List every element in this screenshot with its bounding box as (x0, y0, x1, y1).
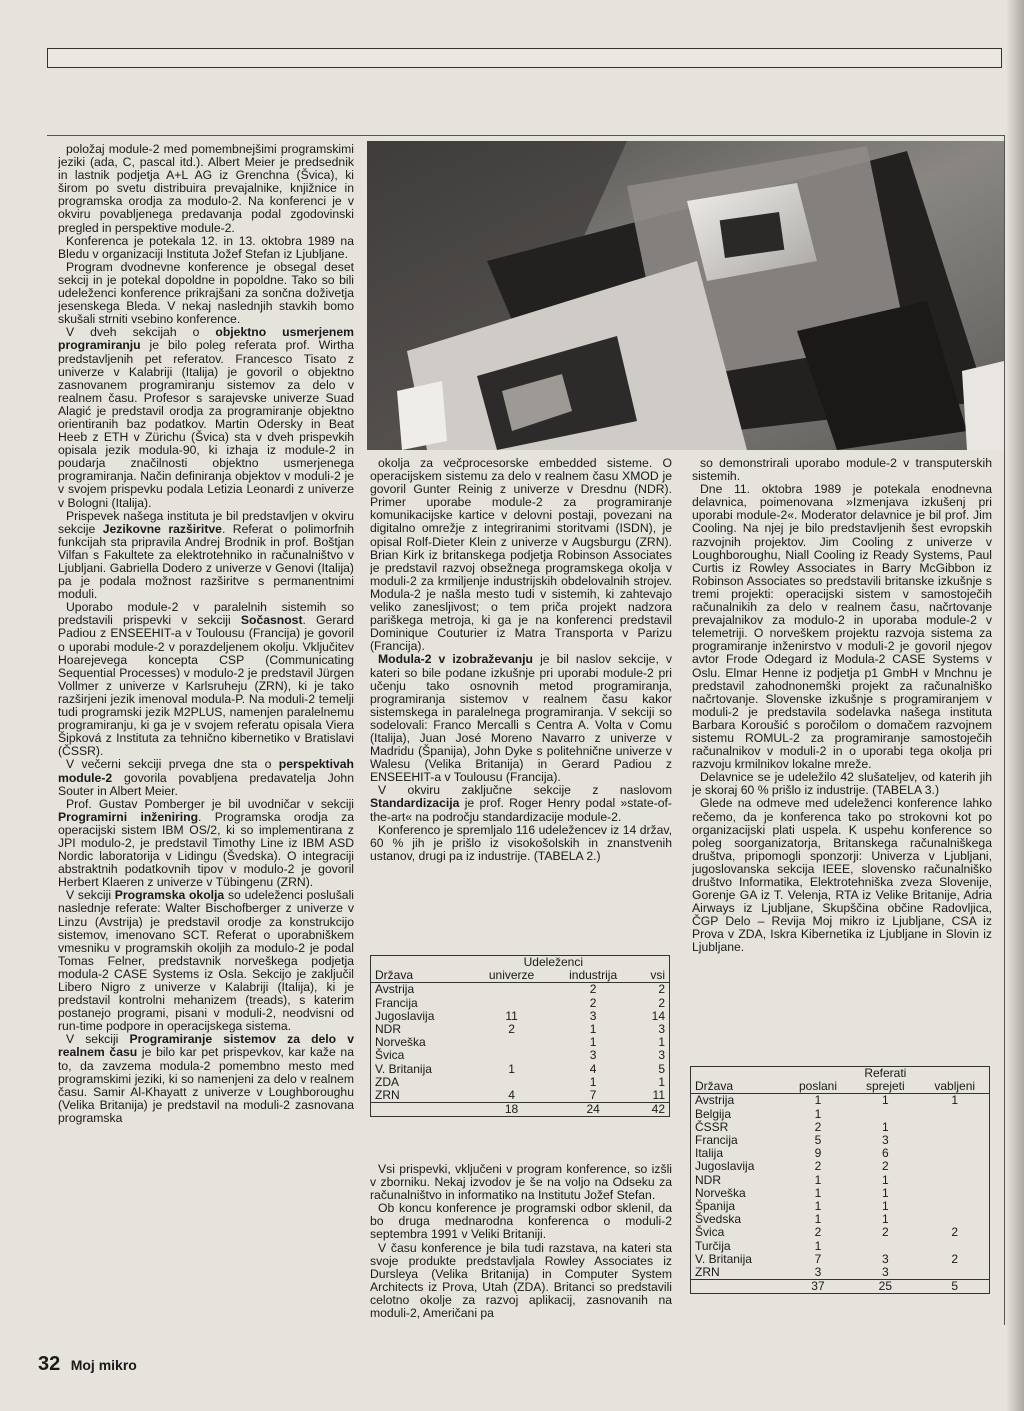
table2-total-industrija: 24 (551, 1103, 635, 1117)
table-cell-value (472, 997, 552, 1010)
paragraph: so demonstrirali uporabo module-2 v transputerskih sistemih. (692, 457, 992, 484)
table-cell-value: 1 (882, 1199, 889, 1214)
table-cell-country: Avstrija (695, 1093, 735, 1108)
table-2-participants (370, 955, 670, 1117)
table-row (691, 1240, 990, 1253)
table-cell-value (920, 1266, 989, 1280)
table-cell-value: 3 (882, 1133, 889, 1148)
table-row (371, 997, 670, 1010)
table-3-papers (690, 1066, 990, 1294)
table-cell-value (920, 1187, 989, 1200)
paragraph: položaj module-2 med pomembnejšimi programskimi jeziki (ada, C, pascal itd.). Albert Meier je predsednik in lastnik podjetja A+L AG iz Grenchna (Švica), ki širom po svetu distribuira prevajalnike, knjižnice in programska orodja za modulo-2. Na konferenci je v okviru povabljenega predavanja podal zgodovinski pregled in perspektive module-2. (58, 143, 354, 235)
paragraph-text: Uporabo module-2 v paralelnih sistemih so predstavili prispevki v sekciji (58, 600, 354, 628)
paragraph (58, 1033, 354, 1125)
paragraph: Konferenca je potekala 12. in 13. oktobra 1989 na Bledu v organizaciji Instituta Jožef Stefan iz Ljubljane. (58, 233, 354, 261)
table-row (691, 1213, 990, 1226)
table2-total-univerze: 18 (472, 1103, 552, 1117)
paragraph-text: je bilo poleg referata prof. Wirtha predstavljenih pet referatov. Francesco Tisato z univerze v Kalabriji (Italija) je govoril o objektno zasnovanem programiranju sistemov za delo v realnem času. Profesor s sarajevske univerze Suad Alagić je predstavil orodja za programiranje objektno orientiranih baz podatkov. Martin Odersky in Beat Heeb z ETH v Zürichu (Švica) sta v dveh prispevkih opisala jezik modula-90, ki izhaja iz module-2 in poudarja značilnosti objektno usmerjenega programiranja. Način definiranja objektov v moduli-2 je v svojem prispevku podala Letizia Leonardi z univerze v Bologni (Italija). (58, 338, 354, 510)
column-2-top (370, 457, 672, 863)
table-cell-value: 4 (508, 1088, 515, 1103)
paragraph-text: . Gerard Padiou z ENSEEHIT-a v Toulousu (Francija) je govoril o uporabi module-2 v porazdeljenem okolju. Vključitev Hoarejevega koncepta CSP (Communicating Sequential Processes) v modulo-2 je predstavil Jürgen Vollmer z univerze v Karlsruheju (ZRN), ki je tako razširjeni jezik imenoval modula-P. Na moduli-2 temelji tudi programski jezik M2PLUS, namenjen paralelnemu programiranju, ki ga je v svojem referatu opisala Viera Šipková z Instituta za tehnično kibernetiko v Bratislavi (ČSSR). (58, 613, 354, 759)
table-cell-value (920, 1121, 989, 1134)
table-cell-value: 2 (658, 995, 665, 1010)
table-row (371, 1076, 670, 1089)
table-row (371, 1063, 670, 1076)
table-cell-value (472, 983, 552, 997)
table-cell-country: Jugoslavija (375, 1008, 435, 1023)
table-cell-country: V. Britanija (375, 1061, 432, 1076)
paragraph: Glede na odmeve med udeleženci konference lahko rečemo, da je konferenca tako po strokovni kot po organizacijski plati uspela. K uspehu konference so poleg soorganizatorja, Britanskega računalniškega društva, pripomogli sponzorji: Univerza v Ljubljani, jugoslovanska sekcija IEEE, slovensko računalniško društvo Informatika, Elektrotehniška zveza Slovenije, Gorenje GA iz T. Velenja, RTA iz Velike Britanije, Adria Airways iz Ljubljane, Skupščina občine Radovljica, ČGP Delo – Revija Moj mikro iz Ljubljane, CSA iz Prova v ZDA, Iskra Kibernetika iz Ljubljane in Slovin iz Ljubljane. (692, 796, 992, 955)
table-cell-value: 2 (882, 1225, 889, 1240)
paragraph (370, 653, 672, 784)
table-cell-value: 1 (814, 1172, 822, 1187)
table2-totals-row (371, 1103, 670, 1117)
header-frame (47, 48, 1002, 68)
table-cell-value: 5 (814, 1133, 822, 1148)
paragraph (58, 326, 354, 509)
table-row (691, 1226, 990, 1239)
table-cell-value (920, 1200, 989, 1213)
table-cell-value: 2 (951, 1251, 959, 1266)
table-cell-value: 1 (814, 1185, 822, 1200)
table-cell-value: 1 (882, 1172, 889, 1187)
table-cell-value (850, 1240, 920, 1253)
table-cell-value (920, 1174, 989, 1187)
table-cell-value: 1 (814, 1238, 822, 1253)
column-2-bottom (370, 1163, 672, 1320)
table-cell-country: ZRN (695, 1265, 720, 1280)
paragraph-text: . Programska orodja za operacijski sistem IBM OS/2, ki so implementirana z JPI modulo-2, je predstavil Timothy Line iz IBM ASD Nordic laboratorija v Lidingu (Švedska). O integraciji abstraktnih podatkovnih tipov v modulo-2 je govoril Herbert Klaeren z univerze v Tübingenu (ZRN). (58, 809, 354, 890)
table-cell-value (472, 1049, 552, 1062)
table-cell-country: Avstrija (375, 982, 415, 997)
table-cell-country: ZDA (375, 1074, 399, 1089)
table-cell-value: 1 (658, 1035, 665, 1050)
table-cell-value: 3 (589, 1048, 597, 1063)
page-edge-shadow (1006, 0, 1024, 1411)
table-cell-country: Švica (695, 1225, 725, 1240)
table-cell-value: 3 (658, 1048, 665, 1063)
paragraph-text: Prof. Gustav Pomberger je bil uvodničar v sekciji (66, 796, 354, 811)
table3-header-poslani: poslani (786, 1080, 851, 1094)
article-column-1 (58, 143, 354, 1325)
table-cell-value: 6 (882, 1146, 889, 1161)
paragraph: Vsi prispevki, vključeni v program konference, so izšli v zborniku. Nekaj izvodov je še na voljo na Odseku za računalništvo in informatiko na Institutu Jožef Stefan. (370, 1162, 672, 1203)
table-row (371, 983, 670, 997)
table-cell-country: ZRN (375, 1088, 400, 1103)
table-cell-value: 7 (814, 1251, 822, 1266)
paragraph-text: V sekciji (66, 1032, 130, 1047)
section-title: Standardizacija (370, 796, 460, 811)
paragraph: Program dvodnevne konference je obsegal deset sekcij in je potekal dopoldne in popoldne. Tako so bili udeleženci konference prikrajšani za sončna doživetja jesenskega Bleda. V nekaj naslednjih stavkih bomo skušali strniti vsebino konference. (58, 259, 354, 327)
table3-header-sprejeti: sprejeti (850, 1080, 920, 1094)
table3-header-vabljeni: vabljeni (920, 1080, 989, 1094)
table-cell-value: 2 (882, 1159, 889, 1174)
section-title: Programiranje sistemov za delo v realnem času (58, 1032, 354, 1060)
table-cell-country: Jugoslavija (695, 1159, 755, 1174)
paragraph-text: govorila povabljena predavatelja John Souter in Albert Meier. (58, 770, 354, 798)
table2-header-univerze: univerze (472, 969, 552, 983)
paragraph-text: je prof. Roger Henry podal »state-of-the-art« na področju standardizacije module-2. (370, 796, 672, 824)
paragraph: Ob koncu konference je programski odbor sklenil, da bo druga mednarodna konferenca o moduli-2 septembra 1991 v Veliki Britaniji. (370, 1201, 672, 1242)
table-cell-value: 2 (589, 995, 597, 1010)
table-row (691, 1160, 990, 1173)
table-cell-value: 2 (814, 1119, 822, 1134)
table-cell-country: Belgija (695, 1106, 732, 1121)
section-title: objektno usmerjenem programiranju (58, 325, 354, 353)
table-cell-value (472, 1036, 552, 1049)
table-cell-country: Španija (695, 1199, 736, 1214)
table-cell-value: 14 (651, 1008, 665, 1023)
table-cell-value: 5 (658, 1061, 665, 1076)
paragraph: okolja za večprocesorske embedded sisteme. O operacijskem sistemu za delo v realnem času XMOD je govoril Gunter Reinig z univerze v Dresdnu (NDR). Primer uporabe module-2 za programiranje komunikacijske kartice v delovni postaji, povezani na digitalno omrežje z integriranimi storitvami (ISDN), je opisal Rolf-Dieter Klein z univerze v Augsburgu (ZRN). Brian Kirk iz britanskega podjetja Robinson Associates je predstavil razvoj obsežnega programskega okolja v moduli-2 za krmiljenje industrijskih obdelovalnih strojev. Modula-2 je našla mesto tudi v sistemih, ki zahtevajo veliko zanesljivost; o tem priča projekt nadzora pariškega metroja, ki ga je na konferenci predstavil Dominique Couturier iz Matra Transporta v Parizu (Francija). (370, 457, 672, 654)
table-cell-country: V. Britanija (695, 1251, 752, 1266)
paragraph: Dne 11. oktobra 1989 je potekala enodnevna delavnica, poimenovana »Izmenjava izkušenj pri uporabi module-2«. Moderator delavnice je bil prof. Jim Cooling. Na njej je bilo predstavljenih šest evropskih razvojnih projektov. Jim Cooling z univerze v Loughboroughu, Niall Cooling iz Ready Systems, Paul Curtis iz Rowley Associates in Barry McGibbon iz Robinson Associates so predstavili britanske izkušnje s tremi projekti: operacijski sistem v samostoječih računalnikih za delo v realnem času, načrtovanje prevajalnikov za modulo-2 in uporaba module-2 v telemetriji. O norveškem projektu razvoja sistema za programiranje inženirstvo v moduli-2 je govoril njegov avtor Frode Odegard iz Modula-2 CASE Systems v Oslu. Elmar Henne iz podjetja p1 GmbH v Mnchnu je predstavil zahodnonemški projekt za računalniško načrtovanje. Slovenske izkušnje s programiranjem v moduli-2 je predstavila sodelavka našega instituta Barbara Koroušić s poročilom o domačem razvojnem sistemu ROMUL-2 za programiranje samostoječih računalnikov v moduli-2 in o uporabi tega okolja pri razvoju krmilnikov lokalne mreže. (692, 482, 992, 772)
table2-header-industrija: industrija (551, 969, 635, 983)
paragraph: Konferenco je spremljalo 116 udeležencev iz 14 držav, 60 % jih je prišlo iz visokošolskih in znanstvenih ustanov, drugi pa iz industrije. (TABELA 2.) (370, 822, 672, 863)
floppy-disks-image (367, 141, 1004, 450)
table-cell-value: 1 (814, 1093, 822, 1108)
table-row (371, 1089, 670, 1103)
table-cell-value: 1 (589, 1074, 597, 1089)
table-cell-value: 4 (589, 1061, 597, 1076)
paragraph (58, 601, 354, 758)
table-row (691, 1266, 990, 1280)
table-cell-country: Norveška (695, 1185, 746, 1200)
table2-header-vsi: vsi (635, 969, 670, 983)
table3-header-country: Država (691, 1067, 786, 1094)
paragraph-text: je bilo kar pet prispevkov, kar kaže na to, da zavzema modula-2 pomembno mesto med programskimi jeziki, ki so namenjeni za delo v realnem času. Samir Al-Khayatt z univerze v Loughboroughu (Velika Britanija) je predstavil na moduli-2 zasnovana programska (58, 1045, 354, 1125)
table-cell-value (920, 1240, 989, 1253)
page-footer (38, 1353, 137, 1376)
table-row (691, 1134, 990, 1147)
paragraph (58, 798, 354, 890)
table3-total-sprejeti: 25 (850, 1280, 920, 1294)
section-title: Programska okolja (114, 888, 225, 903)
table3-totals-row (691, 1280, 990, 1294)
table-cell-value: 3 (814, 1265, 822, 1280)
table-cell-country: Švica (375, 1048, 405, 1063)
table-cell-country: Francija (695, 1133, 738, 1148)
paragraph (58, 889, 354, 1033)
paragraph-text: V dveh sekcijah o (66, 325, 216, 340)
table-cell-country: Italija (695, 1146, 724, 1161)
table-cell-value: 1 (814, 1106, 822, 1121)
table-cell-value: 1 (882, 1185, 889, 1200)
table-cell-value: 3 (882, 1251, 889, 1266)
table-cell-value: 1 (882, 1119, 889, 1134)
table-cell-value: 9 (814, 1146, 822, 1161)
table-cell-value: 1 (882, 1093, 889, 1108)
table-cell-value (920, 1160, 989, 1173)
table-cell-value: 2 (589, 982, 597, 997)
table-cell-value (850, 1108, 920, 1121)
table-cell-value: 7 (589, 1088, 597, 1103)
table-cell-value: 1 (508, 1061, 515, 1076)
section-title: Sočasnost (240, 613, 303, 628)
section-title: Jezikovne razširitve (102, 521, 222, 536)
table-cell-country: Švedska (695, 1212, 742, 1227)
table-cell-country: NDR (695, 1172, 721, 1187)
paragraph: Delavnice se je udeležilo 42 slušateljev, od katerih jih je skoraj 60 % prišlo iz industrije. (TABELA 3.) (692, 770, 992, 798)
table-cell-value (920, 1134, 989, 1147)
table3-total-poslani: 37 (786, 1280, 851, 1294)
table-cell-value: 11 (652, 1088, 665, 1103)
table2-body (371, 983, 670, 1103)
article-column-3 (692, 457, 992, 1057)
table3-total-vabljeni: 5 (920, 1280, 989, 1294)
table-cell-value: 1 (658, 1074, 665, 1089)
table-cell-value: 3 (658, 1022, 665, 1037)
table-cell-value: 1 (882, 1212, 889, 1227)
table-row (371, 1049, 670, 1062)
paragraph (370, 784, 672, 823)
table-cell-value: 1 (951, 1093, 959, 1108)
paragraph-text: so udeleženci poslušali naslednje referate: Walter Bischofberger z univerze v Linzu (Avstrija) je predstavil orodje za konstrukcijo sistemov, imenovano SCT. Referat o uporabniškem vmesniku v programskih okoljih za modulo-2 je podal Tomas Felner, predstavnik norveškega podjetja modula-2 CASE Systems iz Osla. Sekcijo je zaključil Libero Nigro z univerze v Kalabriji (Italija), ki je predstavil kontrolni mehanizem (treads), s katerim postanejo programi, pisani v moduli-2, neodvisni od run-time podpore in operacijskega sistema. (58, 888, 354, 1034)
table-cell-value: 11 (505, 1008, 518, 1023)
table-cell-value: 2 (658, 982, 665, 997)
paragraph-text: V sekciji (66, 888, 115, 903)
section-title: perspektivah module-2 (58, 757, 354, 785)
table-row (371, 1010, 670, 1023)
page-number: 32 (38, 1353, 61, 1375)
table-cell-country: Francija (375, 995, 418, 1010)
table-cell-country: NDR (375, 1022, 401, 1037)
floppy-disks-photo (367, 141, 1004, 450)
paragraph-text: je bil naslov sekcije, v kateri so bile podane izkušnje pri uporabi module-2 pri učenju tako osnovnih metod programiranja, programiranja sistemov v realnem času kakor sistemskega in paralelnega programiranja. V sekciji so sodelovali: Franco Mercalli s Centra A. Volta v Comu (Italija), Juan José Moreno Navarro z univerze v Madridu (Španija), John Dyke s politehnične univerze v Walesu (Velika Britanija) in Gerard Padiou z ENSEEHIT-a v Toulousu (Francija). (370, 652, 672, 785)
table2-group-header: Udeleženci (523, 955, 584, 969)
paragraph-text: V okviru zaključne sekcije z naslovom (378, 783, 672, 798)
table-cell-value: 1 (589, 1035, 597, 1050)
table2-total-vsi: 42 (635, 1103, 670, 1117)
paragraph (58, 758, 354, 797)
table-row (691, 1094, 990, 1108)
section-title: Modula-2 v izobraževanju (378, 652, 533, 667)
table-cell-value (920, 1108, 989, 1121)
table-cell-value: 2 (508, 1022, 515, 1037)
section-title: Programirni inženiring (58, 809, 199, 824)
table-cell-country: Norveška (375, 1035, 426, 1050)
table3-group-header: Referati (864, 1066, 907, 1080)
paragraph (58, 510, 354, 602)
table-cell-value: 1 (589, 1022, 597, 1037)
table2-header-country: Država (371, 956, 472, 983)
paragraph: V času konference je bila tudi razstava, na kateri sta svoje produkte predstavljala Rowley Associates iz Dursleya (Velika Britanija) in Computer System Architects iz Prova, Utah (ZDA). Britanci so predstavili celotno okolje za razvoj aplikacij, zasnovanih na moduli-2, Američani pa (370, 1240, 672, 1321)
table-row (691, 1187, 990, 1200)
paragraph-text: . Referat o polimorfnih funkcijah sta pripravila Andrej Brodnik in prof. Boštjan Vilfan s Fakultete za elektrotehniko in računalništvo v Ljubljani. Gabriella Dodero z univerze v Genovi (Italija) pa je podala možnost razširitve s permanentnimi moduli. (58, 521, 354, 602)
magazine-name: Moj mikro (70, 1357, 137, 1373)
table3-body (691, 1094, 990, 1280)
table-cell-value: 2 (814, 1225, 822, 1240)
table-cell-value: 3 (589, 1008, 597, 1023)
table-row (691, 1253, 990, 1266)
table-cell-value: 1 (814, 1199, 822, 1214)
table-cell-value: 3 (882, 1265, 889, 1280)
table-cell-value: 2 (814, 1159, 822, 1174)
table-cell-value: 2 (951, 1225, 959, 1240)
paragraph-text: Prispevek našega instituta je bil predstavljen v okviru sekcije (58, 508, 354, 536)
table-cell-country: ČSSR (695, 1119, 729, 1134)
table-cell-country: Turčija (695, 1238, 731, 1253)
table-row (691, 1108, 990, 1121)
table-row (691, 1174, 990, 1187)
table-cell-value (920, 1147, 989, 1160)
table-cell-value: 1 (814, 1212, 822, 1227)
paragraph-text: V večerni sekciji prvega dne sta o (66, 757, 279, 772)
table-row (371, 1036, 670, 1049)
